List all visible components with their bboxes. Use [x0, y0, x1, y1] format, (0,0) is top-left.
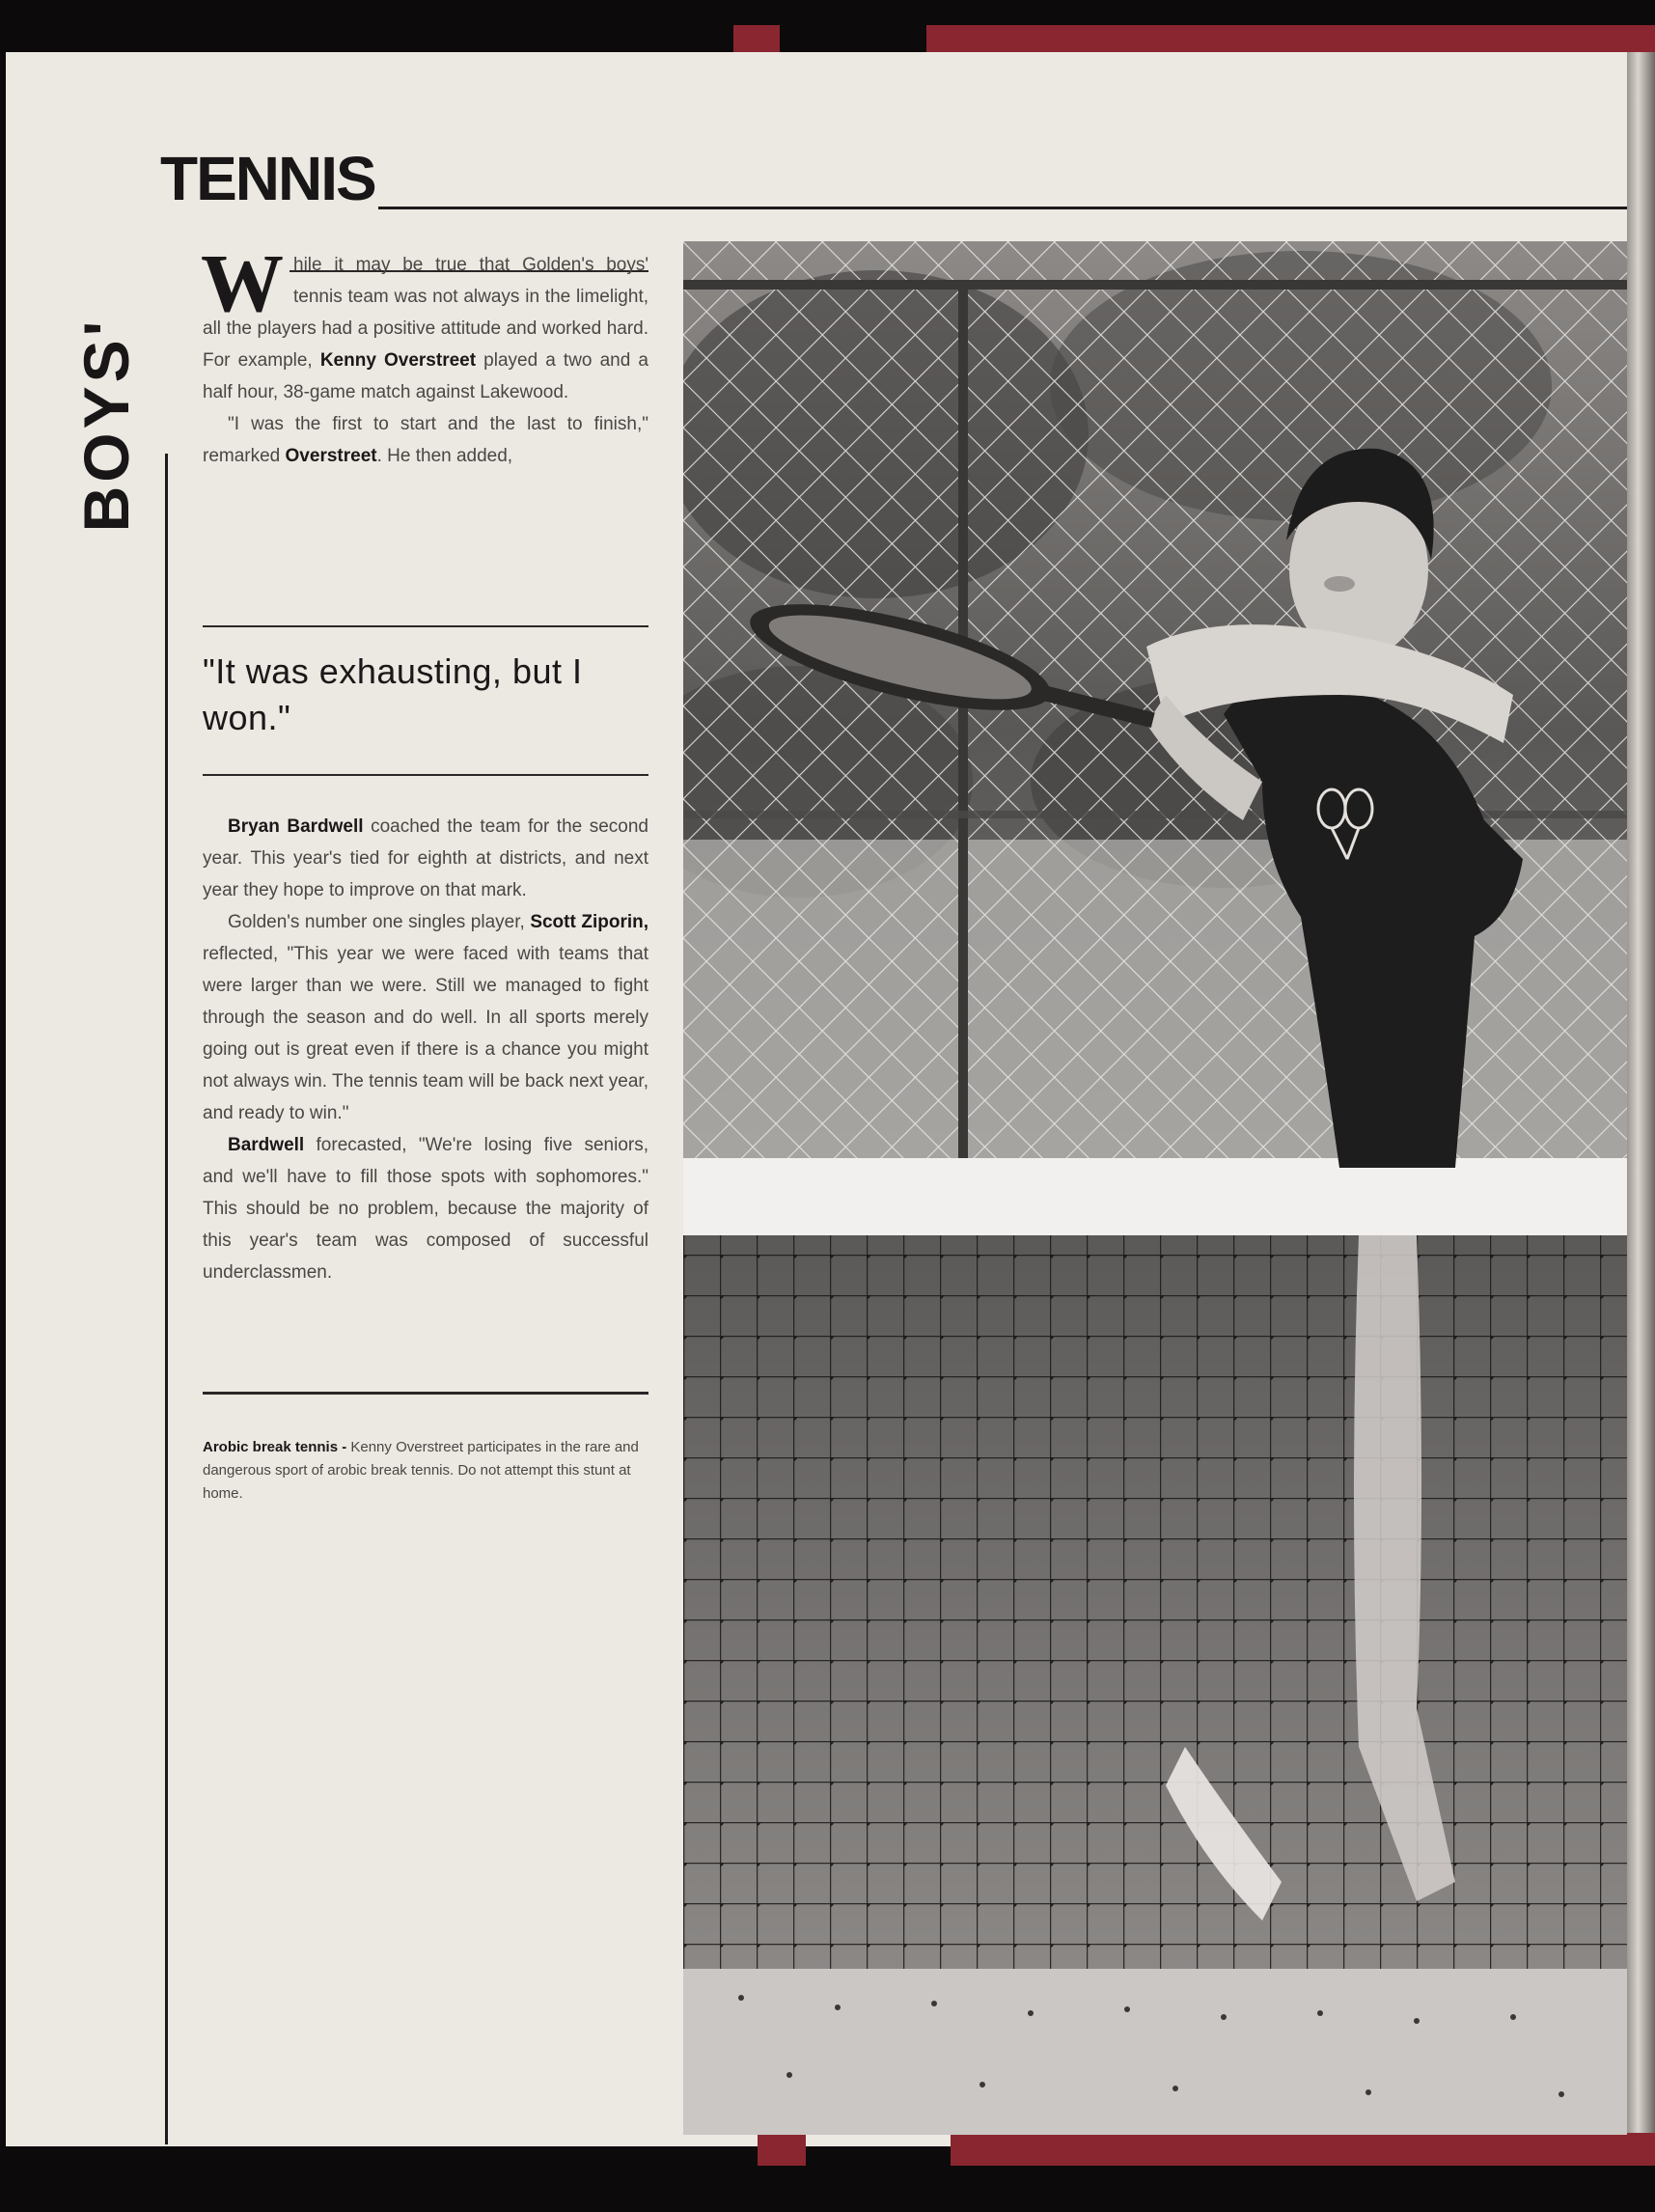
photo-illustration	[683, 241, 1627, 2135]
paragraph-3	[203, 811, 648, 906]
page-title: TENNIS	[160, 144, 375, 213]
paragraph-2-name: Overstreet	[285, 446, 377, 466]
paragraph-1-text-a: hile it may be true that Golden's boys' tennis team was not always in the limelight, all the players had a positive attitude and worked hard. For example,	[203, 255, 648, 371]
binding-band-bottom-left	[758, 2133, 806, 2166]
paragraph-2-text-a: "I was the first to start and the last to finish," remarked	[203, 414, 648, 466]
paragraph-3-text: coached the team for the second year. This year's tied for eighth at districts, and next year they hope to improve on that mark.	[203, 816, 648, 900]
paragraph-4-text-a: Golden's number one singles player,	[228, 912, 531, 932]
paragraph-2-text-b: . He then added,	[376, 446, 513, 466]
paragraph-1	[201, 236, 648, 408]
paragraph-1-text-b: played a two and a half hour, 38-game match against Lakewood.	[203, 350, 648, 402]
drop-cap: W	[201, 236, 284, 329]
caption-text: Kenny Overstreet participates in the rare and dangerous sport of arobic break tennis. Do not attempt this stunt at home.	[203, 1439, 639, 1502]
pull-quote: "It was exhausting, but I won."	[203, 651, 583, 737]
caption-title: Arobic break tennis -	[203, 1439, 347, 1455]
pull-quote-rule-top	[203, 625, 648, 627]
title-rule	[378, 207, 1627, 209]
left-vertical-rule	[165, 454, 168, 2144]
paragraph-5-text: forecasted, "We're losing five seniors, and we'll have to fill those spots with sophomores." This should be no problem, because the majority of this year's team was composed of successful underclassmen.	[203, 1135, 648, 1283]
paragraph-3-name: Bryan Bardwell	[228, 816, 364, 837]
paragraph-4	[203, 906, 648, 1129]
body-text	[203, 811, 648, 1288]
side-label-text: BOYS'	[70, 317, 142, 533]
pull-quote-rule-bottom	[203, 774, 648, 776]
paragraph-1-name: Kenny Overstreet	[319, 350, 477, 371]
binding-band-bottom-right	[951, 2133, 1655, 2166]
page-gutter	[1627, 52, 1655, 2146]
lead-text	[201, 236, 648, 472]
paragraph-5	[203, 1129, 648, 1288]
paragraph-5-name: Bardwell	[228, 1135, 305, 1155]
paragraph-2	[203, 408, 648, 472]
caption-rule	[203, 1392, 648, 1395]
paragraph-4-name: Scott Ziporin,	[530, 912, 648, 932]
paragraph-4-text-b: reflected, "This year we were faced with teams that were larger than we were. Still we managed to fight through the season and do well. In all sports merely going out is great even if there is a chance you might not always win. The tennis team will be back next year, and ready to win."	[203, 944, 648, 1123]
tennis-player-photo	[683, 241, 1627, 2135]
photo-caption	[203, 1436, 648, 1506]
